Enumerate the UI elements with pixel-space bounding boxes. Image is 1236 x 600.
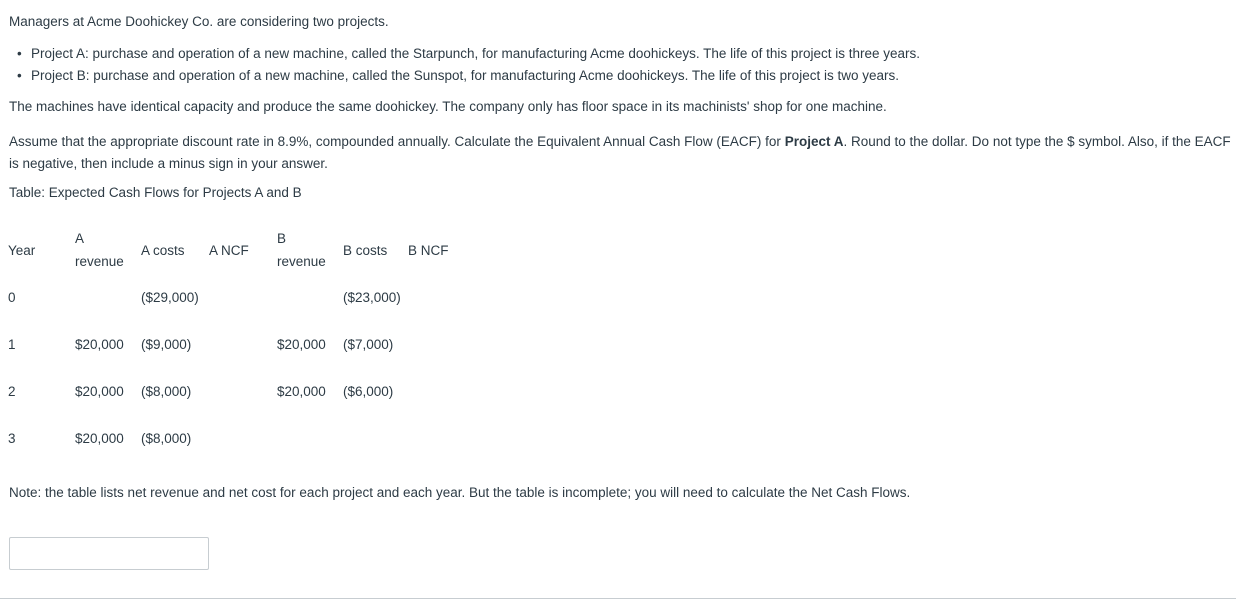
- table-caption: Table: Expected Cash Flows for Projects A and B: [9, 185, 302, 200]
- cell-b-costs: [343, 415, 408, 462]
- bottom-divider: [0, 598, 1236, 599]
- cell-b-ncf: [408, 321, 468, 368]
- cell-b-costs: ($6,000): [343, 383, 394, 399]
- cell-year: 1: [8, 336, 16, 352]
- project-a-item: • Project A: purchase and operation of a new machine, called the Starpunch, for manufacturing Acme doohickeys. The life of this project is three years.: [31, 45, 920, 67]
- header-b-costs: B costs: [343, 242, 388, 258]
- note-text: Note: the table lists net revenue and net cost for each project and each year. But the table is incomplete; you will need to calculate the Net Cash Flows.: [9, 485, 911, 500]
- table-row: [8, 274, 468, 321]
- table-header-row: [8, 226, 468, 274]
- header-a-ncf: A NCF: [209, 242, 249, 258]
- cash-flow-table: [8, 226, 468, 462]
- header-a-revenue-line2: revenue: [75, 254, 124, 269]
- cell-b-revenue: [277, 274, 343, 321]
- header-year: Year: [8, 242, 36, 258]
- table-row: [8, 321, 468, 368]
- header-b-ncf: B NCF: [408, 242, 449, 258]
- header-a-revenue: [75, 226, 141, 274]
- cell-a-costs: ($8,000): [141, 430, 192, 446]
- cell-a-ncf: [209, 321, 277, 368]
- cell-a-ncf: [209, 415, 277, 462]
- project-b-item: • Project B: purchase and operation of a new machine, called the Sunspot, for manufacturing Acme doohickeys. The life of this project is two years.: [31, 67, 920, 89]
- cell-b-revenue: $20,000: [277, 336, 326, 352]
- cell-year: 0: [8, 289, 16, 305]
- instructions-part-2: . Round to the dollar. Do not type the $ symbol. Also, if the EACF is negative, then include a minus sign in your answer.: [9, 134, 1231, 171]
- cell-b-costs: ($7,000): [343, 336, 394, 352]
- cell-year: 3: [8, 430, 16, 446]
- cell-b-revenue: $20,000: [277, 383, 326, 399]
- answer-input[interactable]: [9, 537, 209, 570]
- machines-text: The machines have identical capacity and produce the same doohickey. The company only has floor space in its machinists' shop for one machine.: [9, 99, 887, 114]
- instructions-bold: Project A: [784, 134, 844, 149]
- cell-a-ncf: [209, 274, 277, 321]
- intro-text: Managers at Acme Doohickey Co. are considering two projects.: [9, 14, 389, 29]
- header-a-costs: A costs: [141, 242, 185, 258]
- cell-year: 2: [8, 383, 16, 399]
- instructions-text: [9, 131, 1231, 175]
- cell-a-costs: ($9,000): [141, 336, 192, 352]
- header-b-revenue: [277, 226, 343, 274]
- cell-a-revenue: [75, 274, 141, 321]
- cell-b-ncf: [408, 415, 468, 462]
- header-a-revenue-line1: A: [75, 231, 85, 246]
- cell-a-costs: ($8,000): [141, 383, 192, 399]
- header-b-revenue-line2: revenue: [277, 254, 326, 269]
- cell-b-ncf: [408, 274, 468, 321]
- cell-a-revenue: $20,000: [75, 383, 124, 399]
- cell-a-ncf: [209, 368, 277, 415]
- cell-a-costs: ($29,000): [141, 289, 199, 305]
- cell-b-revenue: [277, 415, 343, 462]
- instructions-part-1: Assume that the appropriate discount rate in 8.9%, compounded annually. Calculate the Equivalent Annual Cash Flow (EACF) for: [9, 134, 785, 149]
- cell-a-revenue: $20,000: [75, 430, 124, 446]
- cell-b-costs: ($23,000): [343, 289, 401, 305]
- cell-a-revenue: $20,000: [75, 336, 124, 352]
- cell-b-ncf: [408, 368, 468, 415]
- table-row: [8, 415, 468, 462]
- project-list: [9, 45, 920, 89]
- table-row: [8, 368, 468, 415]
- header-b-revenue-line1: B: [277, 231, 287, 246]
